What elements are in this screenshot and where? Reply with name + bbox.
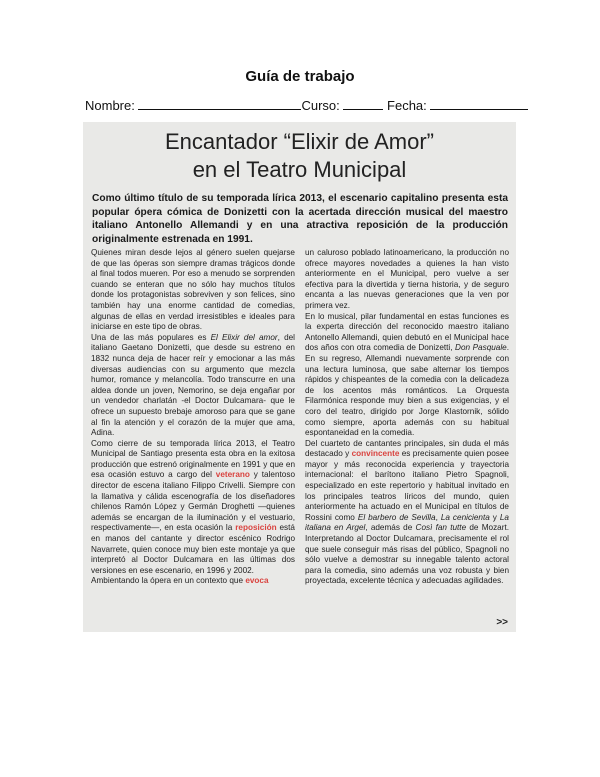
paragraph: un caluroso poblado latinoamericano, la producción no ofrece mayores novedades a quienes la han visto anteriormente en el Municipal, pero vuelve a ser efectiva para la divertida y tierna historia, y de seguro encanta a las nuevas generaciones que la ven por primera vez.: [305, 248, 509, 310]
paragraph: En lo musical, pilar fundamental en estas funciones es la experta dirección del reconocido maestro italiano Antonello Allemandi, quien debutó en el Municipal hace dos años con otra comedia de Donizetti, Don Pasquale. En su regreso, Allemandi nuevamente sorprende con una lectura luminosa, que sabe alternar los tiempos rápidos y chispeantes de la comedia con la delicadeza de los acentos más románticos. La Orquesta Filarmónica responde muy bien a sus exigencias, y el coro del teatro, dirigido por Jorge Klastornik, sólido como siempre, aporta además con su habitual espontaneidad en la comedia.: [305, 311, 510, 438]
date-label: Fecha:: [387, 98, 427, 113]
page-title: Guía de trabajo: [245, 68, 355, 85]
student-info-fields: [85, 96, 515, 113]
name-field[interactable]: [138, 96, 301, 110]
date-field[interactable]: [430, 96, 528, 110]
course-field[interactable]: [343, 96, 383, 110]
course-label: Curso:: [301, 98, 340, 113]
article-lede: Como último título de su temporada lírica 2013, el escenario capitalino presenta esta popular ópera cómica de Donizetti con la acertada dirección musical del maestro italiano Antonello Allemandi y en una atractiva reposición de la producción originalmente estrenada en 1991.: [92, 193, 508, 245]
article-column-right: [305, 248, 509, 587]
paragraph: Quienes miran desde lejos al género suelen quejarse de que las óperas son siempre dramas trágicos donde al final todos mueren. Por eso a menudo se sorprenden cuando se enteran que no sólo hay muchos títulos donde los protagonistas sobreviven y son felices, sino también hay una enorme cantidad de comedias, algunas de ellas en verdad irresistibles e ideales para iniciarse en este tipo de obras.: [91, 248, 295, 332]
continue-arrow: >>: [496, 617, 508, 628]
paragraph: Una de las más populares es El Elixir del amor, del italiano Gaetano Donizetti, que desde su estreno en 1832 nunca deja de hacer reír y emocionar a las más diversas audiencias con su argumento que mezcla humor, romance y melancolía. Todo transcurre en una aldea donde un joven, Nemorino, se deja engañar por un vendedor charlatán -el Doctor Dulcamara- que le ofrece un supuesto brebaje amoroso para que se gane al fin la atención y el corazón de la mujer que ama, Adina.: [91, 332, 295, 438]
paragraph: Del cuarteto de cantantes principales, sin duda el más destacado y convincente es precisamente quien posee mayor y más reconocida experiencia y trayectoria internacional: el barítono italiano Pietro Spagnoli, especializado en este repertorio y habitual invitado en los principales teatros líricos del mundo, quien anteriormente ha actuado en el Municipal en títulos de Rossini como El barbero de Sevilla, La cenicienta y La italiana en Argel, además de Così fan tutte de Mozart. Interpretando al Doctor Dulcamara, precisamente el rol que suele conseguir más risas del público, Spagnoli no sólo vuelve a demostrar su innegable talento actoral para la comedia, sino además una voz robusta y bien proyectada, excelente técnica y adecuadas agilidades.: [305, 438, 509, 586]
highlight-word: reposición: [235, 523, 277, 533]
highlight-word: convincente: [351, 449, 400, 459]
headline-line-1: Encantador “Elixir de Amor”: [165, 129, 434, 154]
headline-line-2: en el Teatro Municipal: [192, 157, 407, 182]
article-headline: [83, 128, 516, 184]
article-clipping: [83, 122, 516, 632]
name-label: Nombre:: [85, 98, 135, 113]
article-column-left: [91, 248, 295, 587]
paragraph: Como cierre de su temporada lírica 2013, el Teatro Municipal de Santiago presenta esta obra en la exitosa producción que estrenó originalmente en 1991 y que en esa ocasión estuvo a cargo del veterano y talentoso director de escena italiano Filippo Crivelli. Siempre con la llamativa y cálida escenografía de los diseñadores chilenos Ramón López y Germán Droghetti —quienes además se encargan de la iluminación y el vestuario, respectivamente—, en esta ocasión la reposición está en manos del cantante y director escénico Rodrigo Navarrete, quien conoce muy bien este montaje ya que interpretó al Doctor Dulcamara en las últimas dos versiones en ese escenario, en 1996 y 2002.: [91, 438, 296, 575]
paragraph: Ambientando la ópera en un contexto que evoca: [91, 576, 269, 586]
highlight-word: evoca: [245, 576, 269, 586]
highlight-word: veterano: [215, 470, 250, 480]
